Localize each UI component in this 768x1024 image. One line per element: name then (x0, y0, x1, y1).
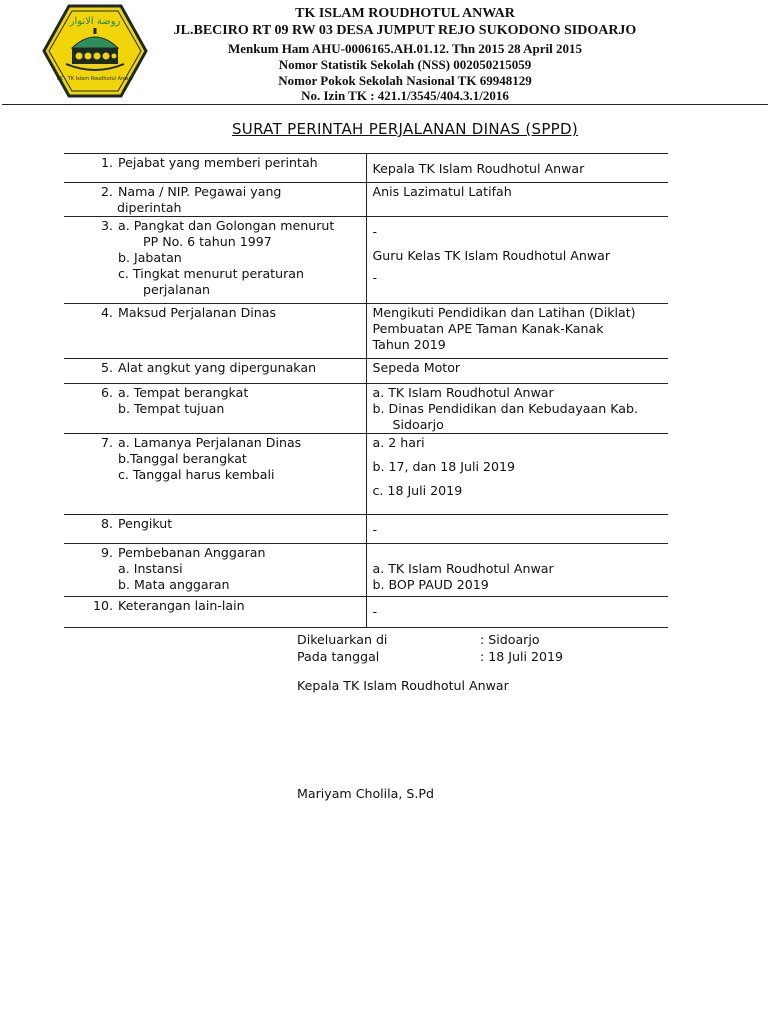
school-name: TK ISLAM ROUDHOTUL ANWAR (295, 6, 515, 21)
row-number: 1. (100, 155, 113, 170)
row-number: 6. (100, 385, 113, 400)
signer-title: Kepala TK Islam Roudhotul Anwar (297, 678, 509, 693)
row-9 (64, 544, 668, 597)
issued-at-value: : Sidoarjo (480, 632, 540, 647)
row-10 (64, 597, 668, 628)
row-9-label: 9. Pembebanan Anggaran a. Instansi b. Mata anggaran (64, 544, 366, 597)
issue-date-value: : 18 Juli 2019 (480, 649, 564, 664)
school-logo (42, 4, 148, 98)
row-7-label: 7. a. Lamanya Perjalanan Dinas b.Tanggal berangkat c. Tanggal harus kembali (64, 434, 366, 515)
row-4-label: 4. Maksud Perjalanan Dinas (64, 304, 366, 359)
row-6 (64, 384, 668, 434)
row-number: 9. (100, 545, 113, 560)
npsn-number: Nomor Pokok Sekolah Nasional TK 69948129 (278, 73, 532, 88)
row-number: 7. (100, 435, 113, 450)
row-1-label: 1. Pejabat yang memberi perintah (64, 154, 366, 183)
row-8 (64, 515, 668, 544)
row-6-value: a. TK Islam Roudhotul Anwar b. Dinas Pendidikan dan Kebudayaan Kab. Sidoarjo (366, 384, 668, 434)
row-number: 5. (100, 360, 113, 375)
row-2 (64, 183, 668, 217)
row-1-value: Kepala TK Islam Roudhotul Anwar (366, 154, 668, 183)
row-4-value: Mengikuti Pendidikan dan Latihan (Diklat) Pembuatan APE Taman Kanak-Kanak Tahun 2019 (366, 304, 668, 359)
row-8-label: 8. Pengikut (64, 515, 366, 544)
row-number: 10. (92, 598, 113, 613)
row-2-label: 2. Nama / NIP. Pegawai yang diperintah (64, 183, 366, 217)
row-5-label: 5. Alat angkut yang dipergunakan (64, 359, 366, 384)
row-4 (64, 304, 668, 359)
logo-arabic-text: روضة الانوار (69, 16, 121, 27)
logo-caption: PK - TK Islam Roudhotul Anwar (56, 76, 134, 82)
row-3-value: - Guru Kelas TK Islam Roudhotul Anwar - (366, 217, 668, 304)
row-5-value: Sepeda Motor (366, 359, 668, 384)
row-3-label: 3. a. Pangkat dan Golongan menurut PP No. 6 tahun 1997 b. Jabatan c. Tingkat menurut peraturan perjalanan (64, 217, 366, 304)
row-number: 8. (100, 516, 113, 531)
letterhead-divider (2, 104, 768, 105)
school-address: JL.BECIRO RT 09 RW 03 DESA JUMPUT REJO SUKODONO SIDOARJO (173, 23, 637, 38)
row-8-value: - (366, 515, 668, 544)
nss-number: Nomor Statistik Sekolah (NSS) 002050215059 (278, 57, 532, 72)
issued-at-label: Dikeluarkan di (297, 632, 388, 647)
permit-number: No. Izin TK : 421.1/3545/404.3.1/2016 (301, 88, 509, 103)
row-10-value: - (366, 597, 668, 628)
row-5 (64, 359, 668, 384)
row-number: 3. (100, 218, 113, 233)
legal-registration: Menkum Ham AHU-0006165.AH.01.12. Thn 2015 28 April 2015 (227, 41, 583, 56)
signer-name: Mariyam Cholila, S.Pd (297, 786, 434, 801)
row-number: 2. (100, 184, 113, 199)
document-title: SURAT PERINTAH PERJALANAN DINAS (SPPD) (231, 120, 579, 138)
issue-date-label: Pada tanggal (297, 649, 380, 664)
row-3 (64, 217, 668, 304)
row-10-label: 10. Keterangan lain-lain (64, 597, 366, 628)
sppd-table (64, 153, 668, 628)
row-number: 4. (100, 305, 113, 320)
row-1 (64, 154, 668, 183)
row-2-value: Anis Lazimatul Latifah (366, 183, 668, 217)
row-7-value: a. 2 hari b. 17, dan 18 Juli 2019 c. 18 Juli 2019 (366, 434, 668, 515)
row-7 (64, 434, 668, 515)
row-9-value: a. TK Islam Roudhotul Anwar b. BOP PAUD 2019 (366, 544, 668, 597)
row-6-label: 6. a. Tempat berangkat b. Tempat tujuan (64, 384, 366, 434)
